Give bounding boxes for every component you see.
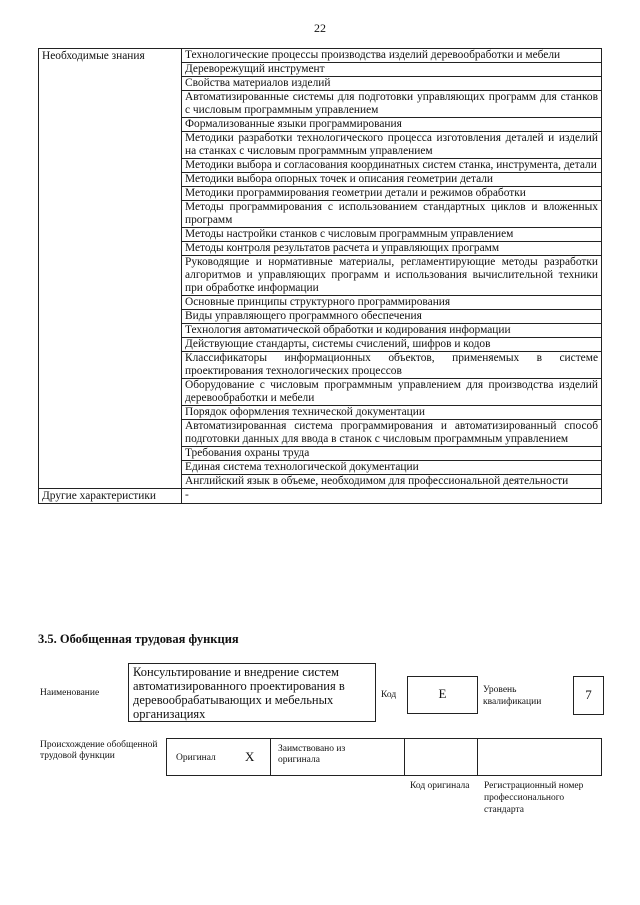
origin-label: Происхождение обобщенной трудовой функции xyxy=(40,740,158,761)
knowledge-item: Требования охраны труда xyxy=(182,447,602,461)
level-label: Уровень квалификации xyxy=(483,685,542,707)
knowledge-item: Единая система технологической документации xyxy=(182,461,602,475)
code-box xyxy=(407,676,478,714)
name-value: Консультирование и внедрение систем автоматизированного проектирования в деревообрабатывающих и мебельных организациях xyxy=(133,665,345,721)
original-mark: X xyxy=(245,749,255,764)
knowledge-item: Методики разработки технологического процесса изготовления деталей и изделий на станках с числовым программным управлением xyxy=(182,132,602,159)
table-row xyxy=(39,49,602,63)
knowledge-item: Методики выбора и согласования координатных систем станка, инструмента, детали xyxy=(182,159,602,173)
other-label: Другие характеристики xyxy=(39,489,182,504)
knowledge-item: Действующие стандарты, системы счислений, шифров и кодов xyxy=(182,338,602,352)
knowledge-item: Методики программирования геометрии детали и режимов обработки xyxy=(182,187,602,201)
code-label: Код xyxy=(381,690,397,700)
knowledge-item: Руководящие и нормативные материалы, регламентирующие методы разработки алгоритмов и управляющих программ и использования вычислительной техники при обработке информации xyxy=(182,256,602,296)
code-original-label: Код оригинала xyxy=(410,781,470,791)
knowledge-item: Порядок оформления технической документации xyxy=(182,406,602,420)
knowledge-item: Английский язык в объеме, необходимом для профессиональной деятельности xyxy=(182,475,602,489)
knowledge-item: Основные принципы структурного программирования xyxy=(182,296,602,310)
reg-number-label: Регистрационный номер профессионального стандарта xyxy=(484,781,584,815)
knowledge-item: Методы контроля результатов расчета и управляющих программ xyxy=(182,242,602,256)
knowledge-item: Формализованные языки программирования xyxy=(182,118,602,132)
other-value: - xyxy=(182,489,602,504)
code-value: Е xyxy=(438,686,447,701)
knowledge-item: Технологические процессы производства изделий деревообработки и мебели xyxy=(182,49,602,63)
origin-table xyxy=(166,738,602,776)
original-label: Оригинал xyxy=(176,753,216,763)
knowledge-item: Оборудование с числовым программным управлением для производства изделий деревообработки и мебели xyxy=(182,379,602,406)
section-title: 3.5. Обобщенная трудовая функция xyxy=(38,632,239,646)
divider xyxy=(477,739,478,775)
table-row xyxy=(39,489,602,504)
knowledge-item: Методы программирования с использованием стандартных циклов и вложенных программ xyxy=(182,201,602,228)
level-box xyxy=(573,676,604,715)
knowledge-item: Автоматизированные системы для подготовки управляющих программ для станков с числовым программным управлением xyxy=(182,91,602,118)
borrowed-label: Заимствовано из оригинала xyxy=(278,744,346,765)
knowledge-item: Дереворежущий инструмент xyxy=(182,63,602,77)
knowledge-item: Методики выбора опорных точек и описания геометрии детали xyxy=(182,173,602,187)
page-number: 22 xyxy=(314,21,326,35)
knowledge-item: Свойства материалов изделий xyxy=(182,77,602,91)
divider xyxy=(270,739,271,775)
divider xyxy=(404,739,405,775)
knowledge-item: Автоматизированная система программирования и автоматизированный способ подготовки данных для ввода в станок с числовым программным управлением xyxy=(182,420,602,447)
knowledge-item: Классификаторы информационных объектов, применяемых в системе проектирования технологических процессов xyxy=(182,352,602,379)
knowledge-item: Технология автоматической обработки и кодирования информации xyxy=(182,324,602,338)
knowledge-label: Необходимые знания xyxy=(39,49,182,489)
name-label: Наименование xyxy=(40,688,100,698)
level-value: 7 xyxy=(585,687,592,702)
knowledge-item: Виды управляющего программного обеспечения xyxy=(182,310,602,324)
knowledge-item: Методы настройки станков с числовым программным управлением xyxy=(182,228,602,242)
knowledge-table xyxy=(38,48,602,504)
name-box xyxy=(128,663,376,722)
